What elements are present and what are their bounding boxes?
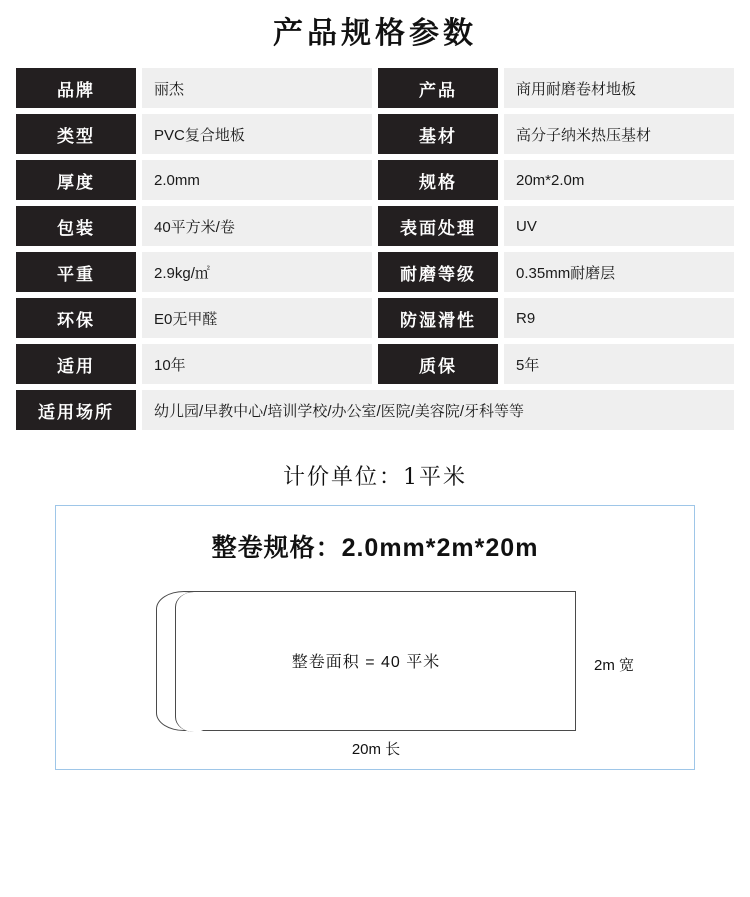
table-row (16, 344, 734, 384)
spec-value: 5年 (504, 344, 734, 384)
spec-key: 平重 (16, 252, 136, 292)
spec-key: 厚度 (16, 160, 136, 200)
spec-value: 0.35mm耐磨层 (504, 252, 734, 292)
spec-key: 适用 (16, 344, 136, 384)
spec-key: 防湿滑性 (378, 298, 498, 338)
spec-key: 表面处理 (378, 206, 498, 246)
pricing-unit-line: 计价单位：1平米 (283, 465, 467, 490)
spec-table (10, 62, 740, 436)
spec-key: 基材 (378, 114, 498, 154)
spec-key: 环保 (16, 298, 136, 338)
spec-value: 商用耐磨卷材地板 (504, 68, 734, 108)
spec-value: 丽杰 (142, 68, 372, 108)
table-row (16, 390, 734, 430)
spec-key: 规格 (378, 160, 498, 200)
spec-value: 10年 (142, 344, 372, 384)
spec-table-body (16, 68, 734, 430)
spec-value: UV (504, 206, 734, 246)
spec-key: 质保 (378, 344, 498, 384)
roll-diagram (55, 505, 695, 770)
spec-key: 品牌 (16, 68, 136, 108)
roll-width-label: 2m 宽 (594, 657, 635, 674)
table-row (16, 298, 734, 338)
table-row (16, 206, 734, 246)
spec-value: PVC复合地板 (142, 114, 372, 154)
spec-key: 耐磨等级 (378, 252, 498, 292)
spec-value: E0无甲醛 (142, 298, 372, 338)
spec-value: 幼儿园/早教中心/培训学校/办公室/医院/美容院/牙科等等 (142, 390, 734, 430)
roll-length-label: 20m 长 (351, 741, 401, 758)
spec-key: 包装 (16, 206, 136, 246)
table-row (16, 68, 734, 108)
table-row (16, 114, 734, 154)
diagram-title: 整卷规格：2.0mm*2m*20m (211, 534, 539, 562)
spec-value: 20m*2.0m (504, 160, 734, 200)
spec-value: 高分子纳米热压基材 (504, 114, 734, 154)
spec-key: 产品 (378, 68, 498, 108)
spec-key: 适用场所 (16, 390, 136, 430)
spec-value: 2.0mm (142, 160, 372, 200)
roll-area-label: 整卷面积 = 40 平米 (291, 654, 441, 671)
spec-value: 2.9kg/㎡ (142, 252, 372, 292)
table-row (16, 160, 734, 200)
spec-key: 类型 (16, 114, 136, 154)
roll-illustration (156, 591, 576, 731)
table-row (16, 252, 734, 292)
page-title: 产品规格参数 (273, 16, 477, 51)
spec-value: 40平方米/卷 (142, 206, 372, 246)
spec-value: R9 (504, 298, 734, 338)
